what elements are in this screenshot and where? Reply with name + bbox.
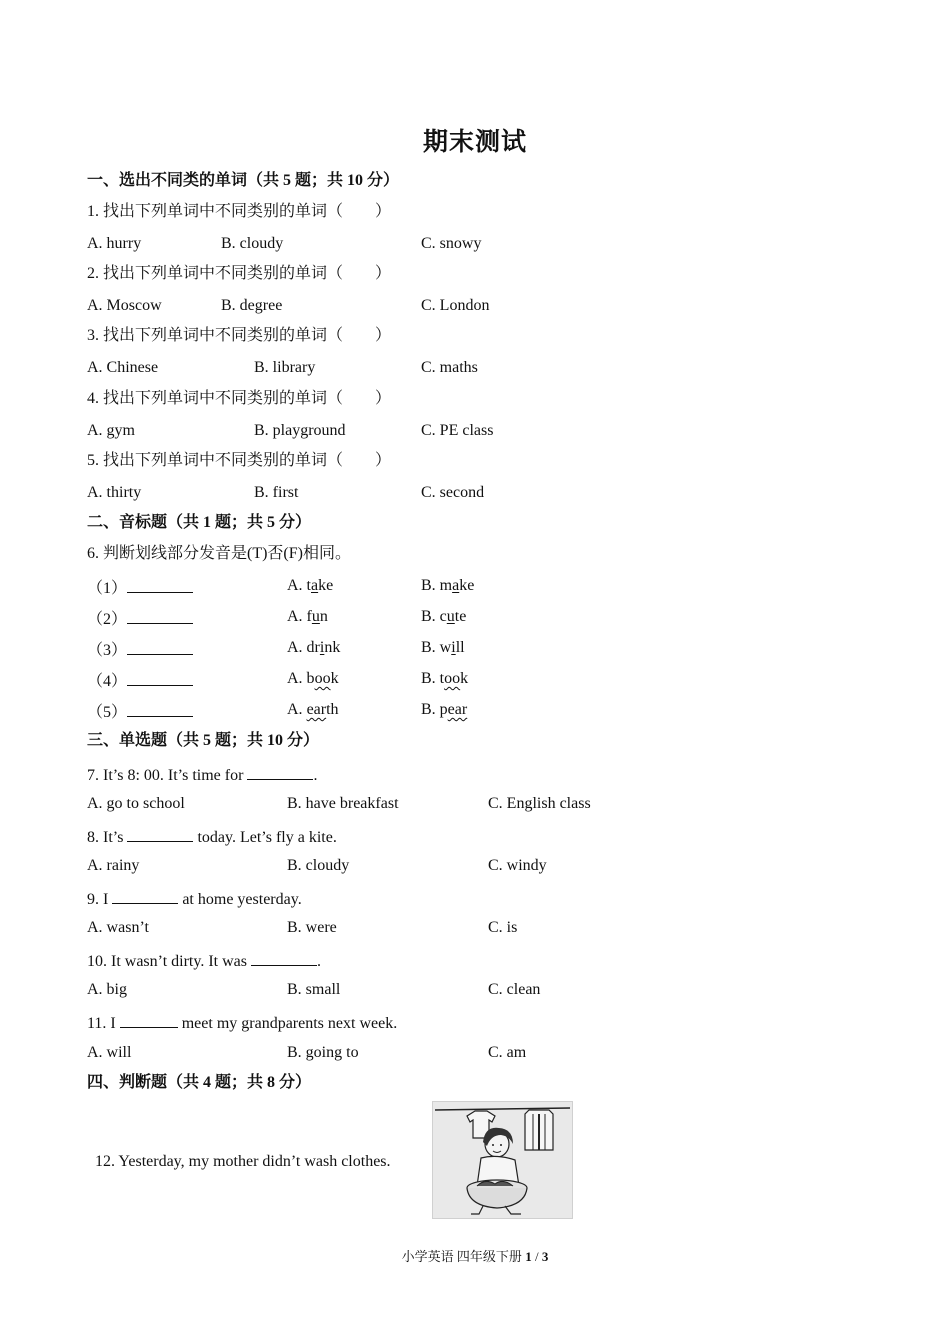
q10-option-c: C. clean (488, 981, 541, 998)
answer-blank[interactable] (127, 638, 193, 655)
q6-row-4-option-a (287, 669, 339, 689)
word-part: B. p (421, 701, 448, 718)
word-part: k (460, 670, 469, 687)
page-separator: / (531, 1249, 542, 1264)
stem-text: 11. I (87, 1015, 120, 1032)
stem-text: meet my grandparents next week. (177, 1015, 398, 1032)
stem-text: today. Let’s fly a kite. (193, 829, 337, 846)
underlined-letters: ear (447, 701, 468, 718)
answer-blank[interactable] (127, 607, 193, 624)
q10-stem (87, 949, 321, 972)
q6-row-number-text: （4） (87, 673, 128, 690)
q1-option-c: C. snowy (421, 235, 482, 252)
page-footer (0, 1246, 950, 1265)
q4-stem: 4. 找出下列单词中不同类别的单词（ ） (87, 390, 392, 407)
q6-row-2-option-a (287, 607, 328, 627)
q9-option-a: A. wasn’t (87, 919, 149, 936)
washing-clothes-drawing (433, 1102, 572, 1218)
underlined-letters: u (446, 608, 455, 625)
q6-row-1-option-b (421, 576, 474, 596)
q3-stem: 3. 找出下列单词中不同类别的单词（ ） (87, 327, 392, 344)
q6-row-2-option-b (421, 607, 466, 627)
word-part: nk (324, 639, 341, 656)
q6-row-5-number (87, 700, 193, 723)
q1-option-a: A. hurry (87, 235, 142, 252)
q6-row-3-option-a (287, 638, 340, 658)
stem-text: 8. It’s (87, 829, 128, 846)
q7-option-c: C. English class (488, 795, 591, 812)
q11-option-c: C. am (488, 1044, 527, 1061)
word-part: A. f (287, 608, 312, 625)
q10-option-b: B. small (287, 981, 341, 998)
word-part: th (326, 701, 339, 718)
answer-blank[interactable] (127, 576, 193, 593)
stem-text: . (313, 767, 318, 784)
underlined-letters: u (311, 608, 320, 625)
q6-row-1-number (87, 576, 193, 599)
word-part: n (319, 608, 328, 625)
word-part: B. w (421, 639, 452, 656)
q6-row-number-text: （5） (87, 704, 128, 721)
q2-option-b: B. degree (221, 297, 283, 314)
washing-clothes-illustration (432, 1101, 573, 1219)
underlined-letters: ear (306, 701, 327, 718)
underlined-letters: i (319, 639, 325, 656)
q6-stem: 6. 判断划线部分发音是(T)否(F)相同。 (87, 545, 351, 562)
stem-text: at home yesterday. (178, 891, 302, 908)
word-part: A. b (287, 670, 315, 687)
word-part: A. dr (287, 639, 320, 656)
q3-option-c: C. maths (421, 359, 478, 376)
q8-option-c: C. windy (488, 857, 547, 874)
q6-row-number-text: （2） (87, 611, 128, 628)
q9-option-b: B. were (287, 919, 337, 936)
q2-option-a: A. Moscow (87, 297, 162, 314)
q10-option-a: A. big (87, 981, 127, 998)
word-part: A. (287, 701, 307, 718)
q1-option-b: B. cloudy (221, 235, 284, 252)
q6-row-2-number (87, 607, 193, 630)
page-number: 1 (525, 1249, 532, 1264)
q4-option-c: C. PE class (421, 422, 494, 439)
q6-row-3-option-b (421, 638, 465, 658)
q9-stem (87, 887, 302, 910)
answer-blank[interactable] (127, 825, 193, 842)
q5-option-c: C. second (421, 484, 485, 501)
underlined-letters: oo (444, 670, 461, 687)
page-title: 期末测试 (422, 129, 527, 156)
answer-blank[interactable] (112, 887, 178, 904)
section-heading-4: 四、判断题（共 4 题；共 8 分） (87, 1074, 312, 1091)
word-part: B. t (421, 670, 445, 687)
answer-blank[interactable] (127, 669, 193, 686)
q6-row-4-option-b (421, 669, 468, 689)
q11-option-a: A. will (87, 1044, 132, 1061)
word-part: ke (459, 577, 475, 594)
page-total: 3 (541, 1249, 549, 1264)
q5-option-b: B. first (254, 484, 299, 501)
underlined-letters: i (451, 639, 456, 656)
underlined-letters: a (452, 577, 460, 594)
q7-option-b: B. have breakfast (287, 795, 399, 812)
q6-row-5-option-b (421, 700, 467, 720)
q6-row-number-text: （3） (87, 642, 128, 659)
q6-row-5-option-a (287, 700, 339, 720)
q6-row-number-text: （1） (87, 580, 128, 597)
word-part: A. t (287, 577, 311, 594)
q2-stem: 2. 找出下列单词中不同类别的单词（ ） (87, 265, 392, 282)
underlined-letters: oo (314, 670, 331, 687)
q11-stem (87, 1011, 397, 1034)
answer-blank[interactable] (247, 763, 313, 780)
word-part: B. m (421, 577, 453, 594)
q8-option-a: A. rainy (87, 857, 140, 874)
q8-option-b: B. cloudy (287, 857, 350, 874)
q6-row-1-option-a (287, 576, 333, 596)
word-part: k (330, 670, 339, 687)
q5-stem: 5. 找出下列单词中不同类别的单词（ ） (87, 452, 392, 469)
answer-blank[interactable] (127, 700, 193, 717)
section-heading-1: 一、选出不同类的单词（共 5 题；共 10 分） (87, 172, 400, 189)
word-part: ll (455, 639, 465, 656)
q12-stem: 12. Yesterday, my mother didn’t wash clothes. (95, 1153, 391, 1170)
underlined-letters: a (311, 577, 319, 594)
answer-blank[interactable] (120, 1011, 178, 1028)
answer-blank[interactable] (251, 949, 317, 966)
section-heading-3: 三、单选题（共 5 题；共 10 分） (87, 732, 320, 749)
stem-text: 9. I (87, 891, 113, 908)
q4-option-a: A. gym (87, 422, 135, 439)
q2-option-c: C. London (421, 297, 490, 314)
q4-option-b: B. playground (254, 422, 346, 439)
stem-text: 10. It wasn’t dirty. It was (87, 953, 251, 970)
q6-row-4-number (87, 669, 193, 692)
stem-text: 7. It’s 8: 00. It’s time for (87, 767, 248, 784)
word-part: te (454, 608, 467, 625)
q3-option-a: A. Chinese (87, 359, 159, 376)
q8-stem (87, 825, 337, 848)
q11-option-b: B. going to (287, 1044, 359, 1061)
q3-option-b: B. library (254, 359, 316, 376)
q6-row-3-number (87, 638, 193, 661)
stem-text: . (316, 953, 321, 970)
word-part: B. c (421, 608, 447, 625)
footer-text: 小学英语 四年级下册 (401, 1249, 526, 1264)
q1-stem: 1. 找出下列单词中不同类别的单词（ ） (87, 203, 392, 220)
q7-option-a: A. go to school (87, 795, 185, 812)
q5-option-a: A. thirty (87, 484, 142, 501)
section-heading-2: 二、音标题（共 1 题；共 5 分） (87, 514, 312, 531)
q9-option-c: C. is (488, 919, 518, 936)
q7-stem (87, 763, 317, 786)
word-part: ke (318, 577, 334, 594)
